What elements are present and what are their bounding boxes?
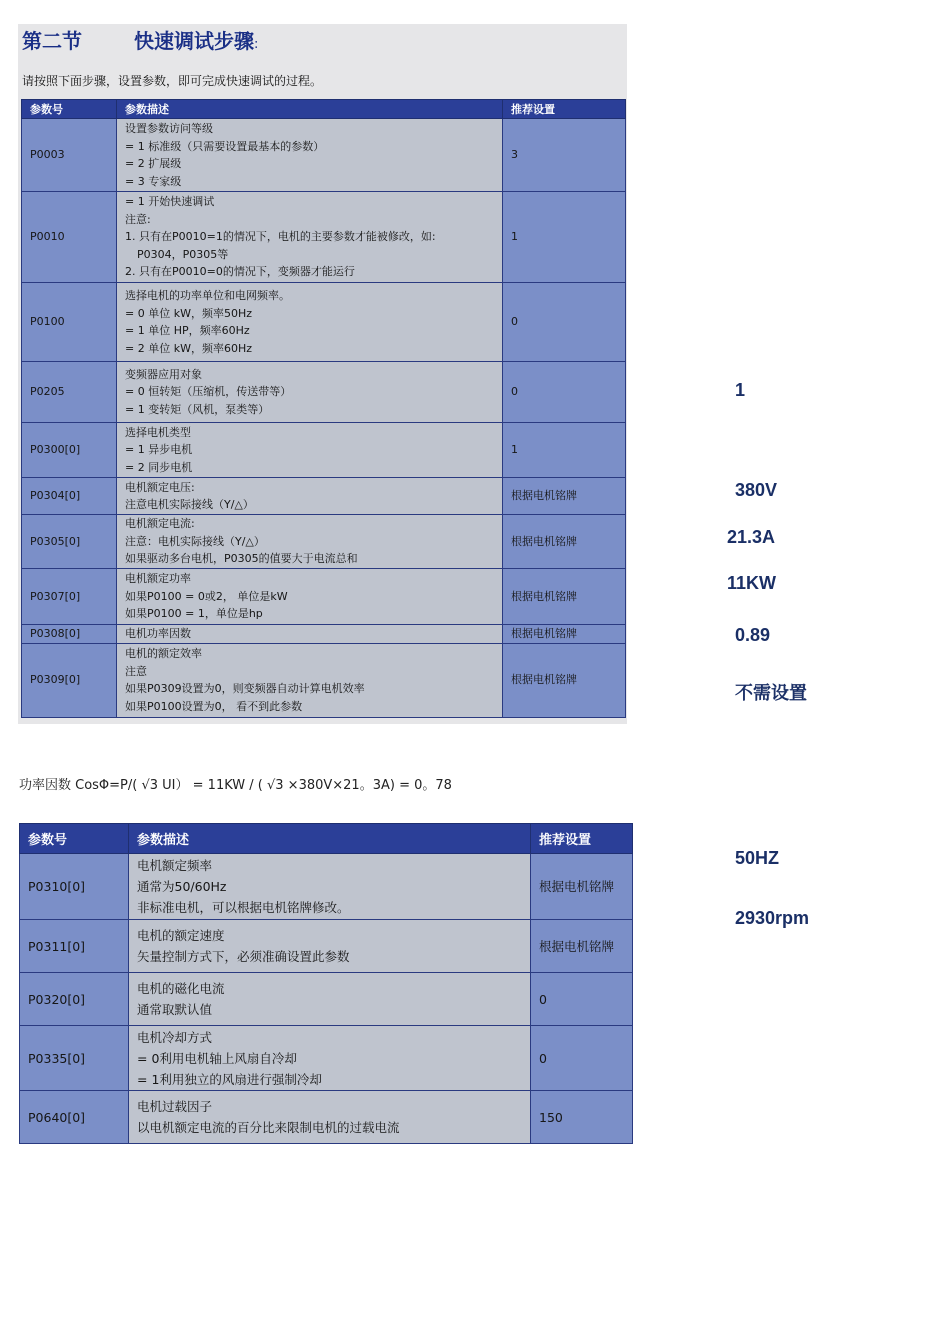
table-row [22, 643, 626, 717]
param-code: P0320[0] [20, 973, 129, 1026]
table-row [22, 362, 626, 423]
table-row [20, 1091, 633, 1144]
param-code: P0311[0] [20, 920, 129, 973]
param-description [117, 283, 503, 362]
description-line: 如果P0100 = 0或2， 单位是kW [125, 589, 288, 603]
description-line: P0304，P0305等 [137, 247, 229, 261]
param-description [129, 1091, 531, 1144]
description-line: 如果P0309设置为0，则变频器自动计算电机效率 [125, 682, 365, 695]
param-description [129, 854, 531, 920]
section-title [22, 26, 258, 56]
table-row [20, 1026, 633, 1091]
description-line: 矢量控制方式下，必须准确设置此参数 [137, 949, 350, 964]
description-line: 电机冷却方式 [137, 1029, 213, 1045]
description-line: 非标准电机，可以根据电机铭牌修改。 [137, 900, 350, 915]
value-p0309: 不需设置 [735, 683, 807, 703]
description-line: 电机额定频率 [137, 858, 213, 873]
recommended-setting: 0 [503, 362, 626, 423]
description-line: 如果驱动多台电机，P0305的值要大于电流总和 [125, 552, 358, 566]
description-line: 电机过载因子 [137, 1099, 213, 1114]
param-code: P0304[0] [22, 478, 117, 515]
description-line: 选择电机类型 [125, 425, 191, 439]
description-line: 通常取默认值 [137, 1002, 213, 1017]
param-description [117, 625, 503, 644]
param-description [129, 1026, 531, 1091]
description-line: = 1 异步电机 [125, 443, 193, 457]
description-line: 电机额定电压: [125, 480, 195, 494]
description-line: = 0 单位 kW，频率50Hz [125, 306, 252, 320]
value-p0308: 0.89 [735, 625, 771, 645]
description-line: 设置参数访问等级 [125, 122, 213, 135]
description-line: 电机的磁化电流 [137, 981, 225, 996]
description-line: 注意: [125, 212, 151, 226]
param-code: P0640[0] [20, 1091, 129, 1144]
section-intro: 请按照下面步骤，设置参数，即可完成快速调试的过程。 [22, 74, 323, 88]
recommended-setting: 150 [531, 1091, 633, 1144]
param-code: P0308[0] [22, 625, 117, 644]
description-line: 电机功率因数 [125, 627, 191, 640]
param-code: P0307[0] [22, 569, 117, 625]
param-description [129, 973, 531, 1026]
value-p0304: 380V [735, 480, 778, 500]
description-line: = 2 扩展级 [125, 157, 182, 170]
param-description [117, 119, 503, 192]
description-line: = 0 恒转矩（压缩机，传送带等） [125, 385, 292, 399]
recommended-setting: 1 [503, 423, 626, 478]
header-recommended: 推荐设置 [503, 100, 626, 119]
description-line: 注意：电机实际接线（Y/△） [125, 534, 265, 548]
value-p0307: 11KW [727, 573, 777, 593]
parameter-table-2-body [20, 854, 633, 1144]
value-p0311: 2930rpm [735, 908, 810, 928]
value-p0300: 1 [735, 380, 746, 400]
description-line: 如果P0100 = 1，单位是hp [125, 607, 263, 621]
description-line: 注意 [125, 664, 147, 678]
description-line: = 1利用独立的风扇进行强制冷却 [137, 1071, 322, 1087]
parameter-table-1 [21, 99, 626, 718]
section-number: 第二节 [22, 29, 82, 53]
recommended-setting: 0 [531, 973, 633, 1026]
description-line: 1. 只有在P0010=1的情况下，电机的主要参数才能被修改，如: [125, 230, 436, 244]
param-description [117, 478, 503, 515]
table-row [22, 478, 626, 515]
value-p0310: 50HZ [735, 848, 780, 868]
param-description [117, 643, 503, 717]
param-description [129, 920, 531, 973]
header-param-code: 参数号 [22, 100, 117, 119]
table-header-row [20, 824, 633, 854]
description-line: = 0利用电机轴上风扇自冷却 [137, 1050, 297, 1066]
parameter-table-image-1 [18, 24, 627, 724]
description-line: 通常为50/60Hz [137, 879, 227, 894]
recommended-setting: 1 [503, 192, 626, 283]
table-row [22, 119, 626, 192]
parameter-table-1-body [22, 119, 626, 718]
description-line: 以电机额定电流的百分比来限制电机的过载电流 [137, 1120, 400, 1135]
description-line: 电机额定电流: [125, 517, 195, 531]
description-line: 电机的额定效率 [125, 647, 202, 660]
header-param-desc: 参数描述 [129, 824, 531, 854]
description-line: 2. 只有在P0010=0的情况下，变频器才能运行 [125, 265, 355, 279]
param-code: P0300[0] [22, 423, 117, 478]
param-description [117, 569, 503, 625]
table-row [22, 192, 626, 283]
recommended-setting: 根据电机铭牌 [503, 478, 626, 515]
description-line: 变频器应用对象 [125, 367, 202, 381]
table-header-row [22, 100, 626, 119]
recommended-setting: 根据电机铭牌 [503, 643, 626, 717]
param-code: P0310[0] [20, 854, 129, 920]
param-description [117, 192, 503, 283]
description-line: 如果P0100设置为0， 看不到此参数 [125, 699, 303, 713]
description-line: 电机额定功率 [125, 572, 191, 586]
parameter-table-2 [19, 823, 633, 1144]
recommended-setting: 根据电机铭牌 [503, 625, 626, 644]
description-line: = 1 变转矩（风机，泵类等） [125, 402, 270, 416]
recommended-setting: 3 [503, 119, 626, 192]
description-line: = 2 单位 kW，频率60Hz [125, 341, 252, 355]
table-row [20, 973, 633, 1026]
value-p0305: 21.3A [727, 527, 776, 547]
description-line: = 3 专家级 [125, 174, 182, 188]
description-line: = 1 标准级（只需要设置最基本的参数） [125, 139, 325, 153]
param-code: P0010 [22, 192, 117, 283]
table-row [22, 515, 626, 569]
section-title-text: 快速调试步骤 [134, 29, 254, 53]
table-row [22, 569, 626, 625]
recommended-setting: 根据电机铭牌 [503, 569, 626, 625]
param-code: P0205 [22, 362, 117, 423]
recommended-setting: 0 [503, 283, 626, 362]
param-code: P0003 [22, 119, 117, 192]
recommended-setting: 根据电机铭牌 [503, 515, 626, 569]
table-row [22, 423, 626, 478]
table-row [22, 283, 626, 362]
param-description [117, 362, 503, 423]
description-line: = 2 同步电机 [125, 460, 193, 474]
header-param-code: 参数号 [20, 824, 129, 854]
table-row [22, 625, 626, 644]
table-row [20, 854, 633, 920]
header-param-desc: 参数描述 [117, 100, 503, 119]
recommended-setting: 根据电机铭牌 [531, 920, 633, 973]
param-code: P0305[0] [22, 515, 117, 569]
description-line: = 1 单位 HP，频率60Hz [125, 324, 250, 337]
param-description [117, 423, 503, 478]
param-code: P0100 [22, 283, 117, 362]
param-code: P0335[0] [20, 1026, 129, 1091]
param-description [117, 515, 503, 569]
section-title-colon: : [254, 37, 259, 52]
recommended-setting: 根据电机铭牌 [531, 854, 633, 920]
description-line: = 1 开始快速调试 [125, 195, 215, 209]
power-factor-formula: 功率因数 CosΦ=P/( √3 UI） = 11KW / ( √3 ×380V×21。3A) = 0。78 [19, 778, 452, 793]
description-line: 选择电机的功率单位和电网频率。 [125, 289, 290, 302]
table-row [20, 920, 633, 973]
header-recommended: 推荐设置 [531, 824, 633, 854]
description-line: 注意电机实际接线（Y/△） [125, 498, 254, 511]
recommended-setting: 0 [531, 1026, 633, 1091]
param-code: P0309[0] [22, 643, 117, 717]
description-line: 电机的额定速度 [137, 928, 225, 943]
